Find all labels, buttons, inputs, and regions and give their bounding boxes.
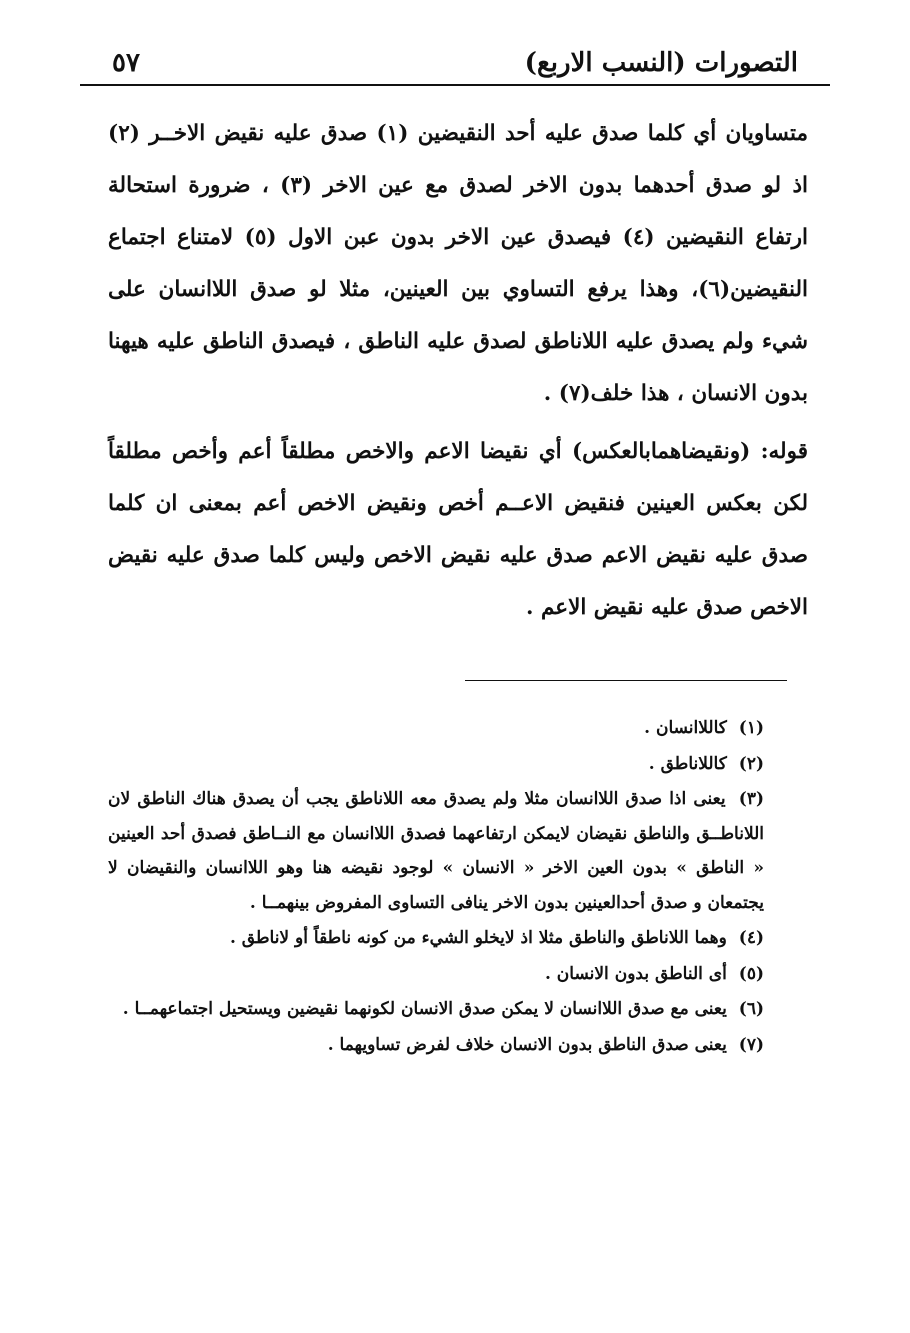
footnote-4 <box>108 920 808 956</box>
footnote-text: يعنى اذا صدق اللاانسان مثلا ولم يصدق معه اللاناطق يجب أن يصدق هناك الناطق لان اللاناطــق والناطق نقيضان لايمكن ارتفاعهما فصدق اللاانسان مع النــاطق فصدق أحد العينين « الناطق » بدون العين الاخر « الانسان » لوجود نقيضه هنا وهو اللاانسان والنقيضان لا يجتمعان و صدق أحدالعينين بدون الاخر ينافى التساوى المفروض بينهمــا . <box>108 789 764 913</box>
footnote-text: يعنى مع صدق اللاانسان لا يمكن صدق الانسان لكونهما نقيضين ويستحيل اجتماعهمــا . <box>122 999 727 1019</box>
footnote-3 <box>108 782 808 920</box>
body-paragraph-2: قوله: (ونقيضاهمابالعكس) أي نقيضا الاعم والاخص مطلقاً أعم وأخص مطلقاً لكن بعكس العينين فنقيض الاعــم أخص ونقيض الاخص أعم بمعنى ان كلما صدق عليه نقيض الاعم صدق عليه نقيض الاخص وليس كلما صدق عليه نقيض الاخص صدق عليه نقيض الاعم . <box>108 439 808 620</box>
page-number: ٥٧ <box>112 48 140 78</box>
footnote-number: (١) <box>738 718 764 738</box>
page-header <box>112 30 798 78</box>
footnote-6 <box>108 992 808 1027</box>
footnote-number: (٢) <box>738 754 764 774</box>
footnote-number: (٦) <box>738 999 764 1019</box>
footnote-number: (٧) <box>738 1034 764 1055</box>
footnote-number: (٤) <box>738 928 764 948</box>
footnote-text: كاللاانسان . <box>644 718 727 738</box>
footnote-7 <box>108 1027 808 1063</box>
footnote-text: أى الناطق بدون الانسان . <box>544 964 727 984</box>
footnote-number: (٣) <box>738 789 764 809</box>
main-text <box>108 108 808 638</box>
header-rule <box>80 84 830 86</box>
footnote-text: يعنى صدق الناطق بدون الانسان خلاف لفرض تساويهما . <box>327 1034 727 1055</box>
footnote-text: كاللاناطق . <box>648 754 727 774</box>
footnote-separator <box>465 680 787 681</box>
running-title: التصورات (النسب الاربع) <box>524 48 798 78</box>
body-paragraph-1: متساويان أي كلما صدق عليه أحد النقيضين (١) صدق عليه نقيض الاخــر (٢) اذ لو صدق أحدهما بدون الاخر لصدق مع عين الاخر (٣) ، ضرورة استحالة ارتفاع النقيضين (٤) فيصدق عين الاخر بدون عبن الاول (٥) لامتناع اجتماع النقيضين(٦)، وهذا يرفع التساوي بين العينين، مثلا لو صدق اللاانسان على شيء ولم يصدق عليه اللاناطق لصدق عليه الناطق ، فيصدق الناطق عليه هيهنا بدون الانسان ، هذا خلف(٧) . <box>108 121 808 406</box>
footnote-number: (٥) <box>738 964 764 984</box>
footnote-2 <box>108 746 808 782</box>
footnote-5 <box>108 956 808 992</box>
footnotes <box>108 710 808 1063</box>
footnote-1 <box>108 710 808 746</box>
footnote-text: وهما اللاناطق والناطق مثلا اذ لايخلو الشيء من كونه ناطقاً أو لاناطق . <box>229 928 727 948</box>
